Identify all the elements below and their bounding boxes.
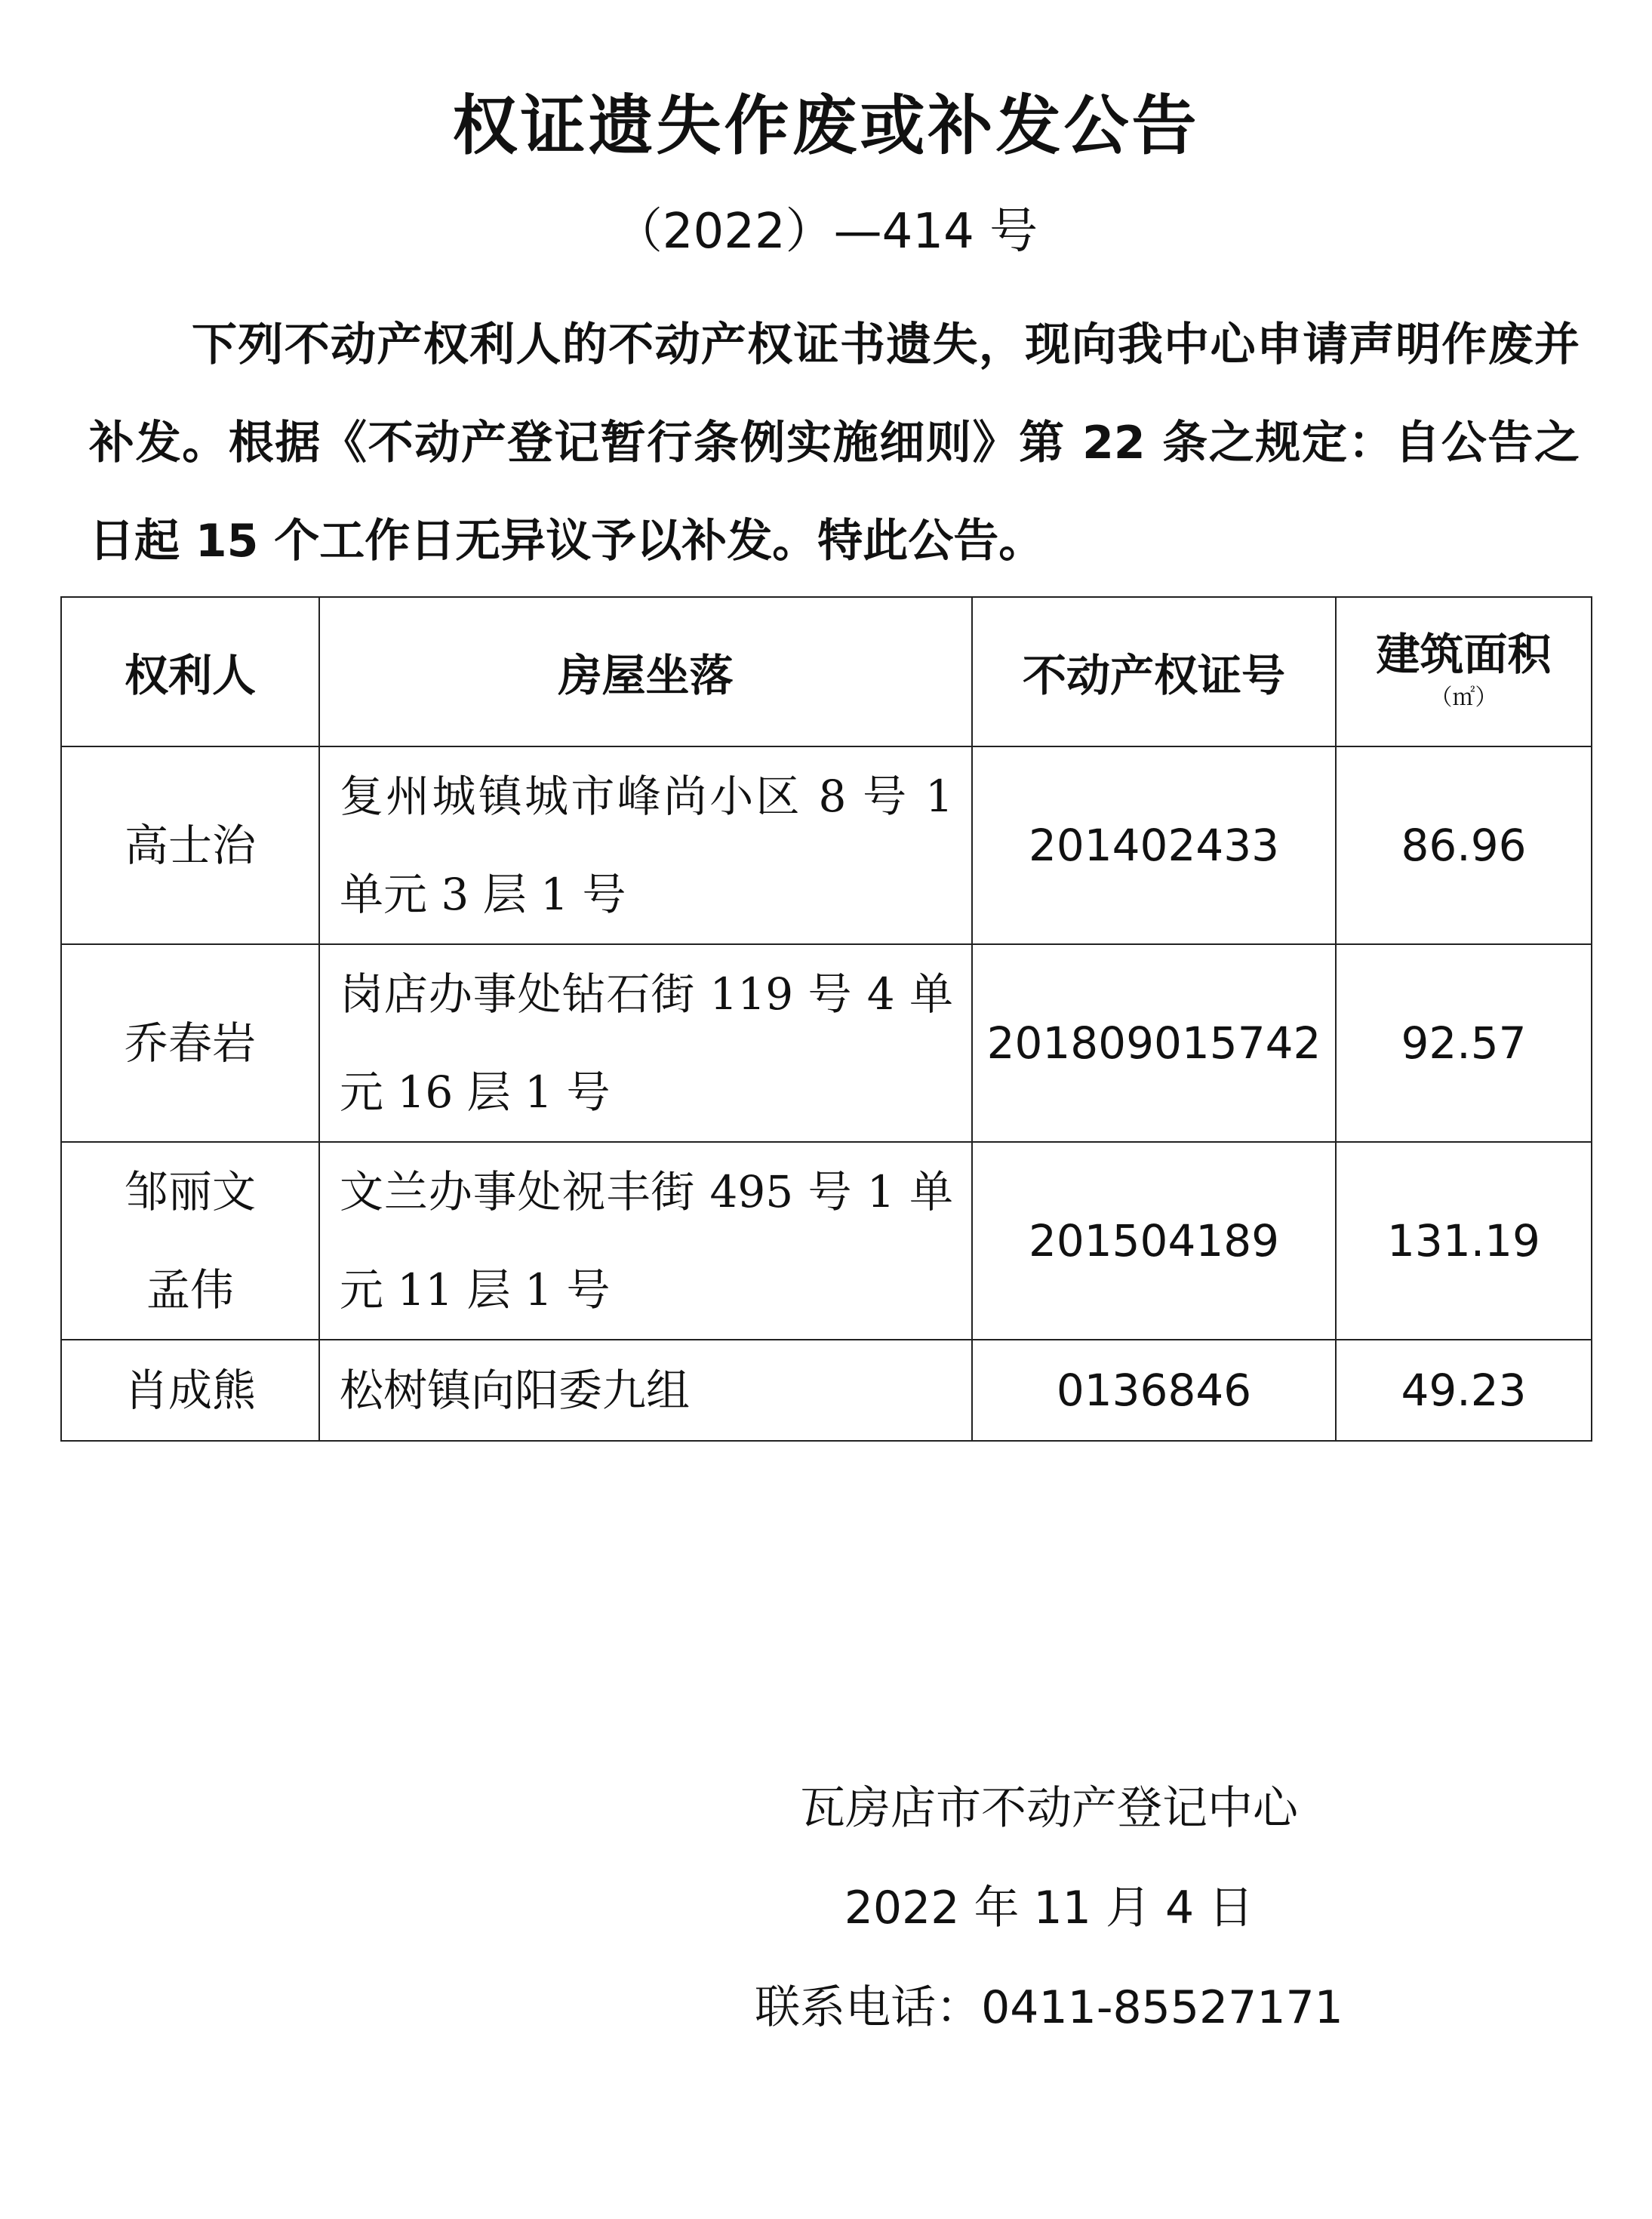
area-cell: 131.19 xyxy=(1336,1142,1592,1340)
header-area-unit: （㎡） xyxy=(1429,685,1498,711)
cert-no-cell: 201504189 xyxy=(972,1142,1336,1340)
owner-name: 高士治 xyxy=(124,820,256,871)
owner-cell xyxy=(61,1340,319,1441)
table-row xyxy=(61,1340,1592,1441)
header-address: 房屋坐落 xyxy=(319,597,972,746)
table-header-row xyxy=(61,597,1592,746)
lost-certificate-table xyxy=(60,596,1592,1442)
cert-no-cell: 0136846 xyxy=(972,1340,1336,1441)
address-cell: 岗店办事处钻石街 119 号 4 单元 16 层 1 号 xyxy=(319,944,972,1142)
header-cert-no: 不动产权证号 xyxy=(972,597,1336,746)
cert-no-cell: 201402433 xyxy=(972,746,1336,944)
table-row xyxy=(61,746,1592,944)
header-owner: 权利人 xyxy=(61,597,319,746)
address-cell: 文兰办事处祝丰街 495 号 1 单元 11 层 1 号 xyxy=(319,1142,972,1340)
owner-cell xyxy=(61,746,319,944)
owner-name-second: 孟伟 xyxy=(146,1264,234,1316)
area-cell: 86.96 xyxy=(1336,746,1592,944)
header-area-label: 建筑面积 xyxy=(1376,629,1552,680)
notice-body: 下列不动产权利人的不动产权证书遗失，现向我中心申请声明作废并补发。根据《不动产登记暂行条例实施细则》第 22 条之规定：自公告之日起 15 个工作日无异议予以补发。特此公告。 xyxy=(89,319,1580,568)
table-row xyxy=(61,1142,1592,1340)
owner-name: 邹丽文 xyxy=(124,1166,256,1217)
address-cell: 复州城镇城市峰尚小区 8 号 1 单元 3 层 1 号 xyxy=(319,746,972,944)
issuing-organization: 瓦房店市不动产登记中心 xyxy=(800,1782,1298,1835)
notice-title: 权证遗失作废或补发公告 xyxy=(452,88,1200,164)
owner-cell xyxy=(61,944,319,1142)
header-area xyxy=(1336,597,1592,746)
owner-name: 肖成熊 xyxy=(124,1365,256,1416)
address-cell: 松树镇向阳委九组 xyxy=(319,1340,972,1441)
contact-phone: 联系电话：0411-85527171 xyxy=(755,1981,1343,2034)
owner-name: 乔春岩 xyxy=(124,1017,256,1069)
document-number: （2022）—414 号 xyxy=(614,204,1038,260)
table-row xyxy=(61,944,1592,1142)
area-cell: 92.57 xyxy=(1336,944,1592,1142)
area-cell: 49.23 xyxy=(1336,1340,1592,1441)
owner-cell xyxy=(61,1142,319,1340)
issue-date: 2022 年 11 月 4 日 xyxy=(844,1882,1254,1934)
cert-no-cell: 201809015742 xyxy=(972,944,1336,1142)
